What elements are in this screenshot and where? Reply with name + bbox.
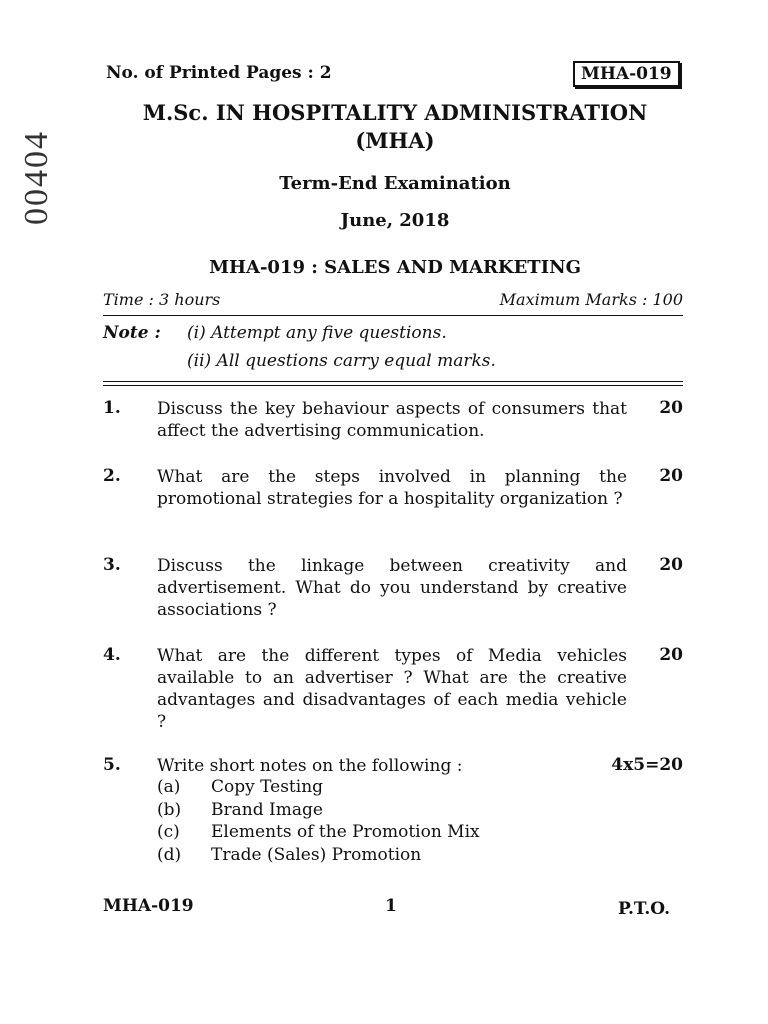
question-marks: 4x5=20 [611,755,683,775]
question-marks: 20 [659,645,683,665]
divider [103,385,683,386]
question-text: What are the steps involved in planning the promotional strategies for a hospitality organization ? [157,467,627,509]
footer-code: MHA-019 [103,896,194,916]
question-number: 3. [103,555,121,575]
question-marks: 20 [659,555,683,575]
sub-question-label: (a) [157,777,181,797]
printed-pages: No. of Printed Pages : 2 [106,63,332,83]
question-number: 5. [103,755,121,775]
sub-question-text: Trade (Sales) Promotion [211,845,422,865]
sub-question-label: (b) [157,800,182,820]
divider [103,315,683,316]
note-label: Note : [103,323,161,343]
question-text: Discuss the linkage between creativity and advertisement. What do you understand by creative associations ? [157,556,627,620]
divider [103,381,683,382]
sub-question-text: Elements of the Promotion Mix [211,822,480,842]
note-item: (i) Attempt any five questions. [187,323,447,343]
exam-title: Term-End Examination [279,173,511,194]
question-marks: 20 [659,398,683,418]
sub-question-label: (d) [157,845,182,865]
exam-date: June, 2018 [340,210,450,231]
maximum-marks: Maximum Marks : 100 [499,290,683,309]
subject-title: MHA-019 : SALES AND MARKETING [209,257,581,278]
sub-question-text: Copy Testing [211,777,324,797]
question-text: What are the different types of Media vehicles available to an advertiser ? What are the creative advantages and disadvantages of each media vehicle ? [157,646,627,732]
sub-question-label: (c) [157,822,180,842]
time-allowed: Time : 3 hours [103,290,221,309]
programme-abbr: (MHA) [355,128,435,153]
page-number: 1 [385,896,397,916]
question-marks: 20 [659,466,683,486]
sub-question-text: Brand Image [211,800,323,820]
please-turn-over: P.T.O. [618,899,670,919]
question-text: Write short notes on the following : [157,756,463,776]
paper-code-box: MHA-019 [573,61,680,87]
note-item: (ii) All questions carry equal marks. [187,351,496,371]
question-text: Discuss the key behaviour aspects of consumers that affect the advertising communication. [157,399,627,441]
question-number: 4. [103,645,121,665]
question-number: 1. [103,398,121,418]
question-number: 2. [103,466,121,486]
serial-number: 00404 [18,130,55,225]
programme-title: M.Sc. IN HOSPITALITY ADMINISTRATION [142,100,648,125]
